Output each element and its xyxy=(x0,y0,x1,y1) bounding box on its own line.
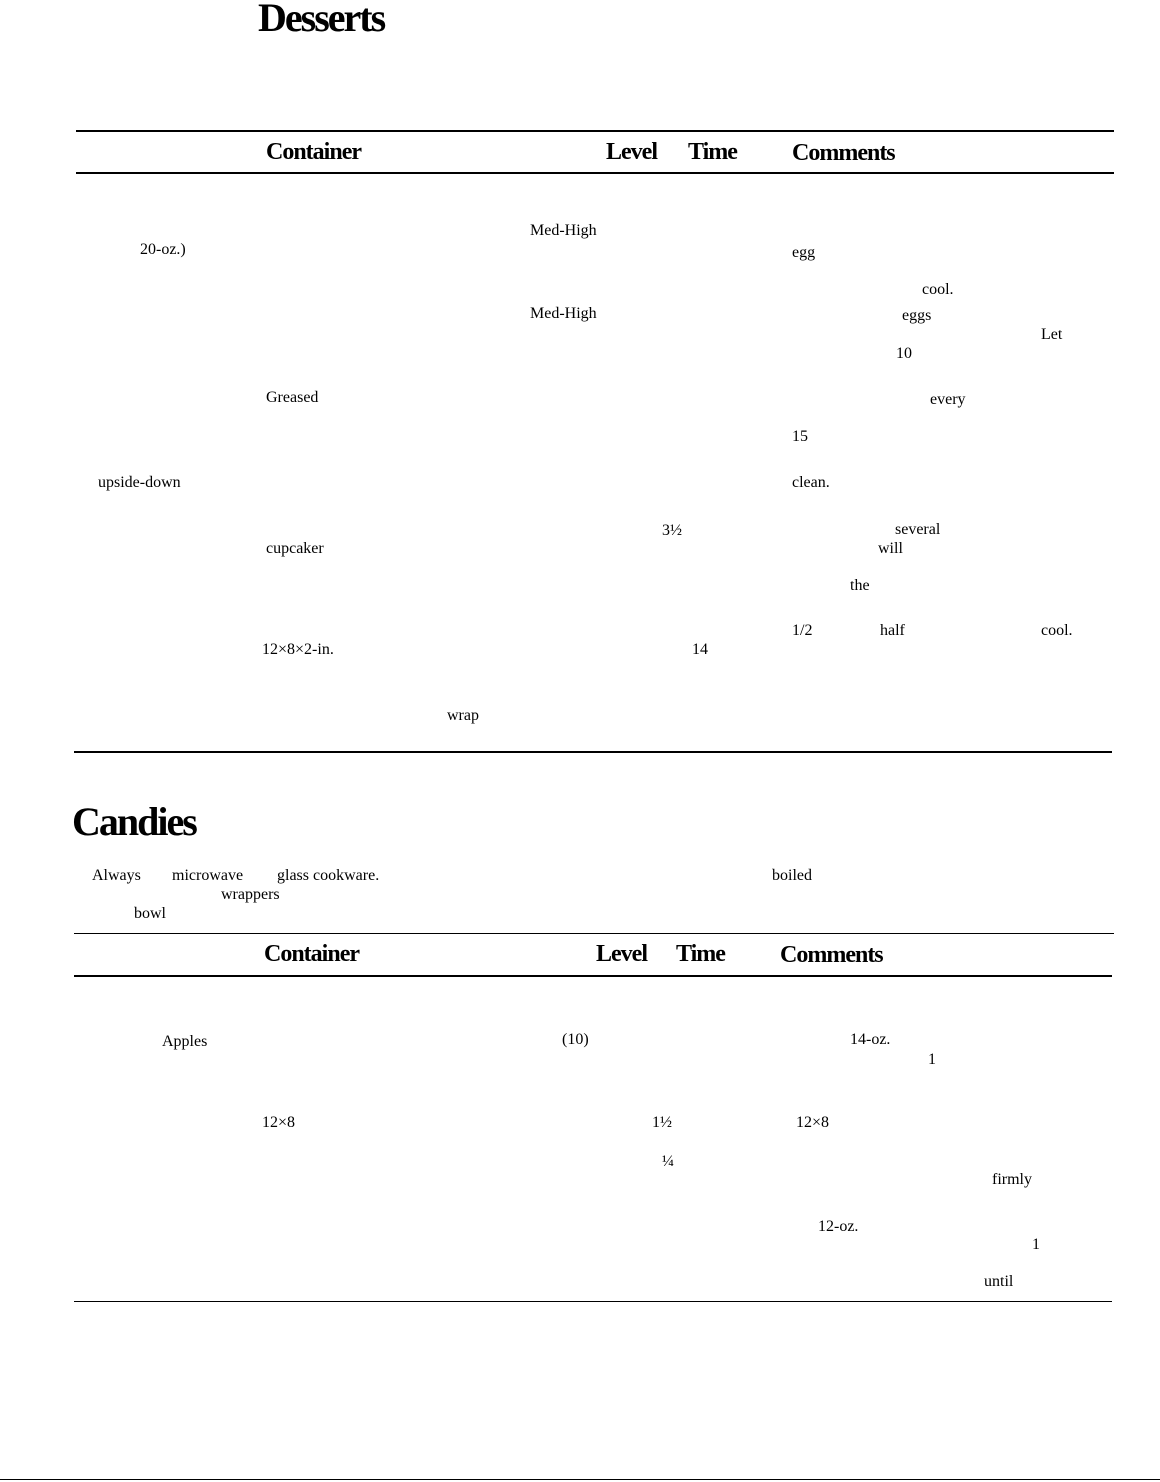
table-cell: firmly xyxy=(992,1171,1032,1188)
desserts-header-container: Container xyxy=(266,139,361,165)
table-cell: 15 xyxy=(792,428,808,445)
candies-header-time: Time xyxy=(676,941,725,967)
table-cell: 14 xyxy=(692,641,708,658)
table-cell: 12-oz. xyxy=(818,1218,859,1235)
table-cell: 10 xyxy=(896,345,912,362)
desserts-header-top-rule xyxy=(76,130,1114,132)
table-cell: 3½ xyxy=(662,522,682,539)
table-cell: Med-High xyxy=(530,305,597,322)
candies-table-bottom-rule xyxy=(74,1301,1112,1302)
table-cell: 1 xyxy=(928,1051,936,1068)
candies-header-comments: Comments xyxy=(780,942,883,968)
intro-text: boiled xyxy=(772,867,812,884)
desserts-title: Desserts xyxy=(258,0,385,40)
table-cell: 12×8 xyxy=(796,1114,830,1131)
table-cell: 12×8×2-in. xyxy=(262,641,334,658)
desserts-header-comments: Comments xyxy=(792,140,895,166)
intro-text: wrappers xyxy=(221,886,280,903)
table-cell: 1 xyxy=(1032,1236,1040,1253)
table-cell: Med-High xyxy=(530,222,597,239)
intro-text: microwave xyxy=(172,867,244,884)
table-cell: wrap xyxy=(447,707,479,724)
table-cell: eggs xyxy=(902,307,932,324)
table-cell: upside-down xyxy=(98,474,181,491)
desserts-header-time: Time xyxy=(688,139,737,165)
desserts-header-bottom-rule xyxy=(76,172,1114,174)
table-cell: the xyxy=(850,577,870,594)
intro-text: bowl xyxy=(134,905,166,922)
table-cell: Greased xyxy=(266,389,319,406)
table-cell: cupcaker xyxy=(266,540,324,557)
table-cell: 1/2 xyxy=(792,622,813,639)
table-cell: will xyxy=(878,540,903,557)
candies-title: Candies xyxy=(72,799,196,844)
table-cell: (10) xyxy=(562,1031,589,1048)
table-cell: 12×8 xyxy=(262,1114,296,1131)
table-cell: cool. xyxy=(1041,622,1073,639)
intro-text: Always xyxy=(92,867,141,884)
table-cell: until xyxy=(984,1273,1014,1290)
table-cell: Apples xyxy=(162,1033,208,1050)
desserts-header-level: Level xyxy=(606,139,657,165)
table-cell: ¼ xyxy=(662,1153,674,1170)
table-cell: egg xyxy=(792,244,816,261)
table-cell: 14-oz. xyxy=(850,1031,891,1048)
intro-text: glass cookware. xyxy=(277,867,380,884)
table-cell: every xyxy=(930,391,966,408)
candies-header-container: Container xyxy=(264,941,359,967)
table-cell: several xyxy=(895,521,941,538)
table-cell: Let xyxy=(1041,326,1063,343)
table-cell: 20-oz.) xyxy=(140,241,186,258)
candies-header-bottom-rule xyxy=(74,975,1112,977)
candies-header-top-rule xyxy=(74,933,1114,934)
table-cell: clean. xyxy=(792,474,830,491)
table-cell: half xyxy=(880,622,905,639)
table-cell: cool. xyxy=(922,281,954,298)
table-cell: 1½ xyxy=(652,1114,672,1131)
candies-header-level: Level xyxy=(596,941,647,967)
page-bottom-edge xyxy=(0,1479,1160,1480)
desserts-table-bottom-rule xyxy=(74,751,1112,753)
